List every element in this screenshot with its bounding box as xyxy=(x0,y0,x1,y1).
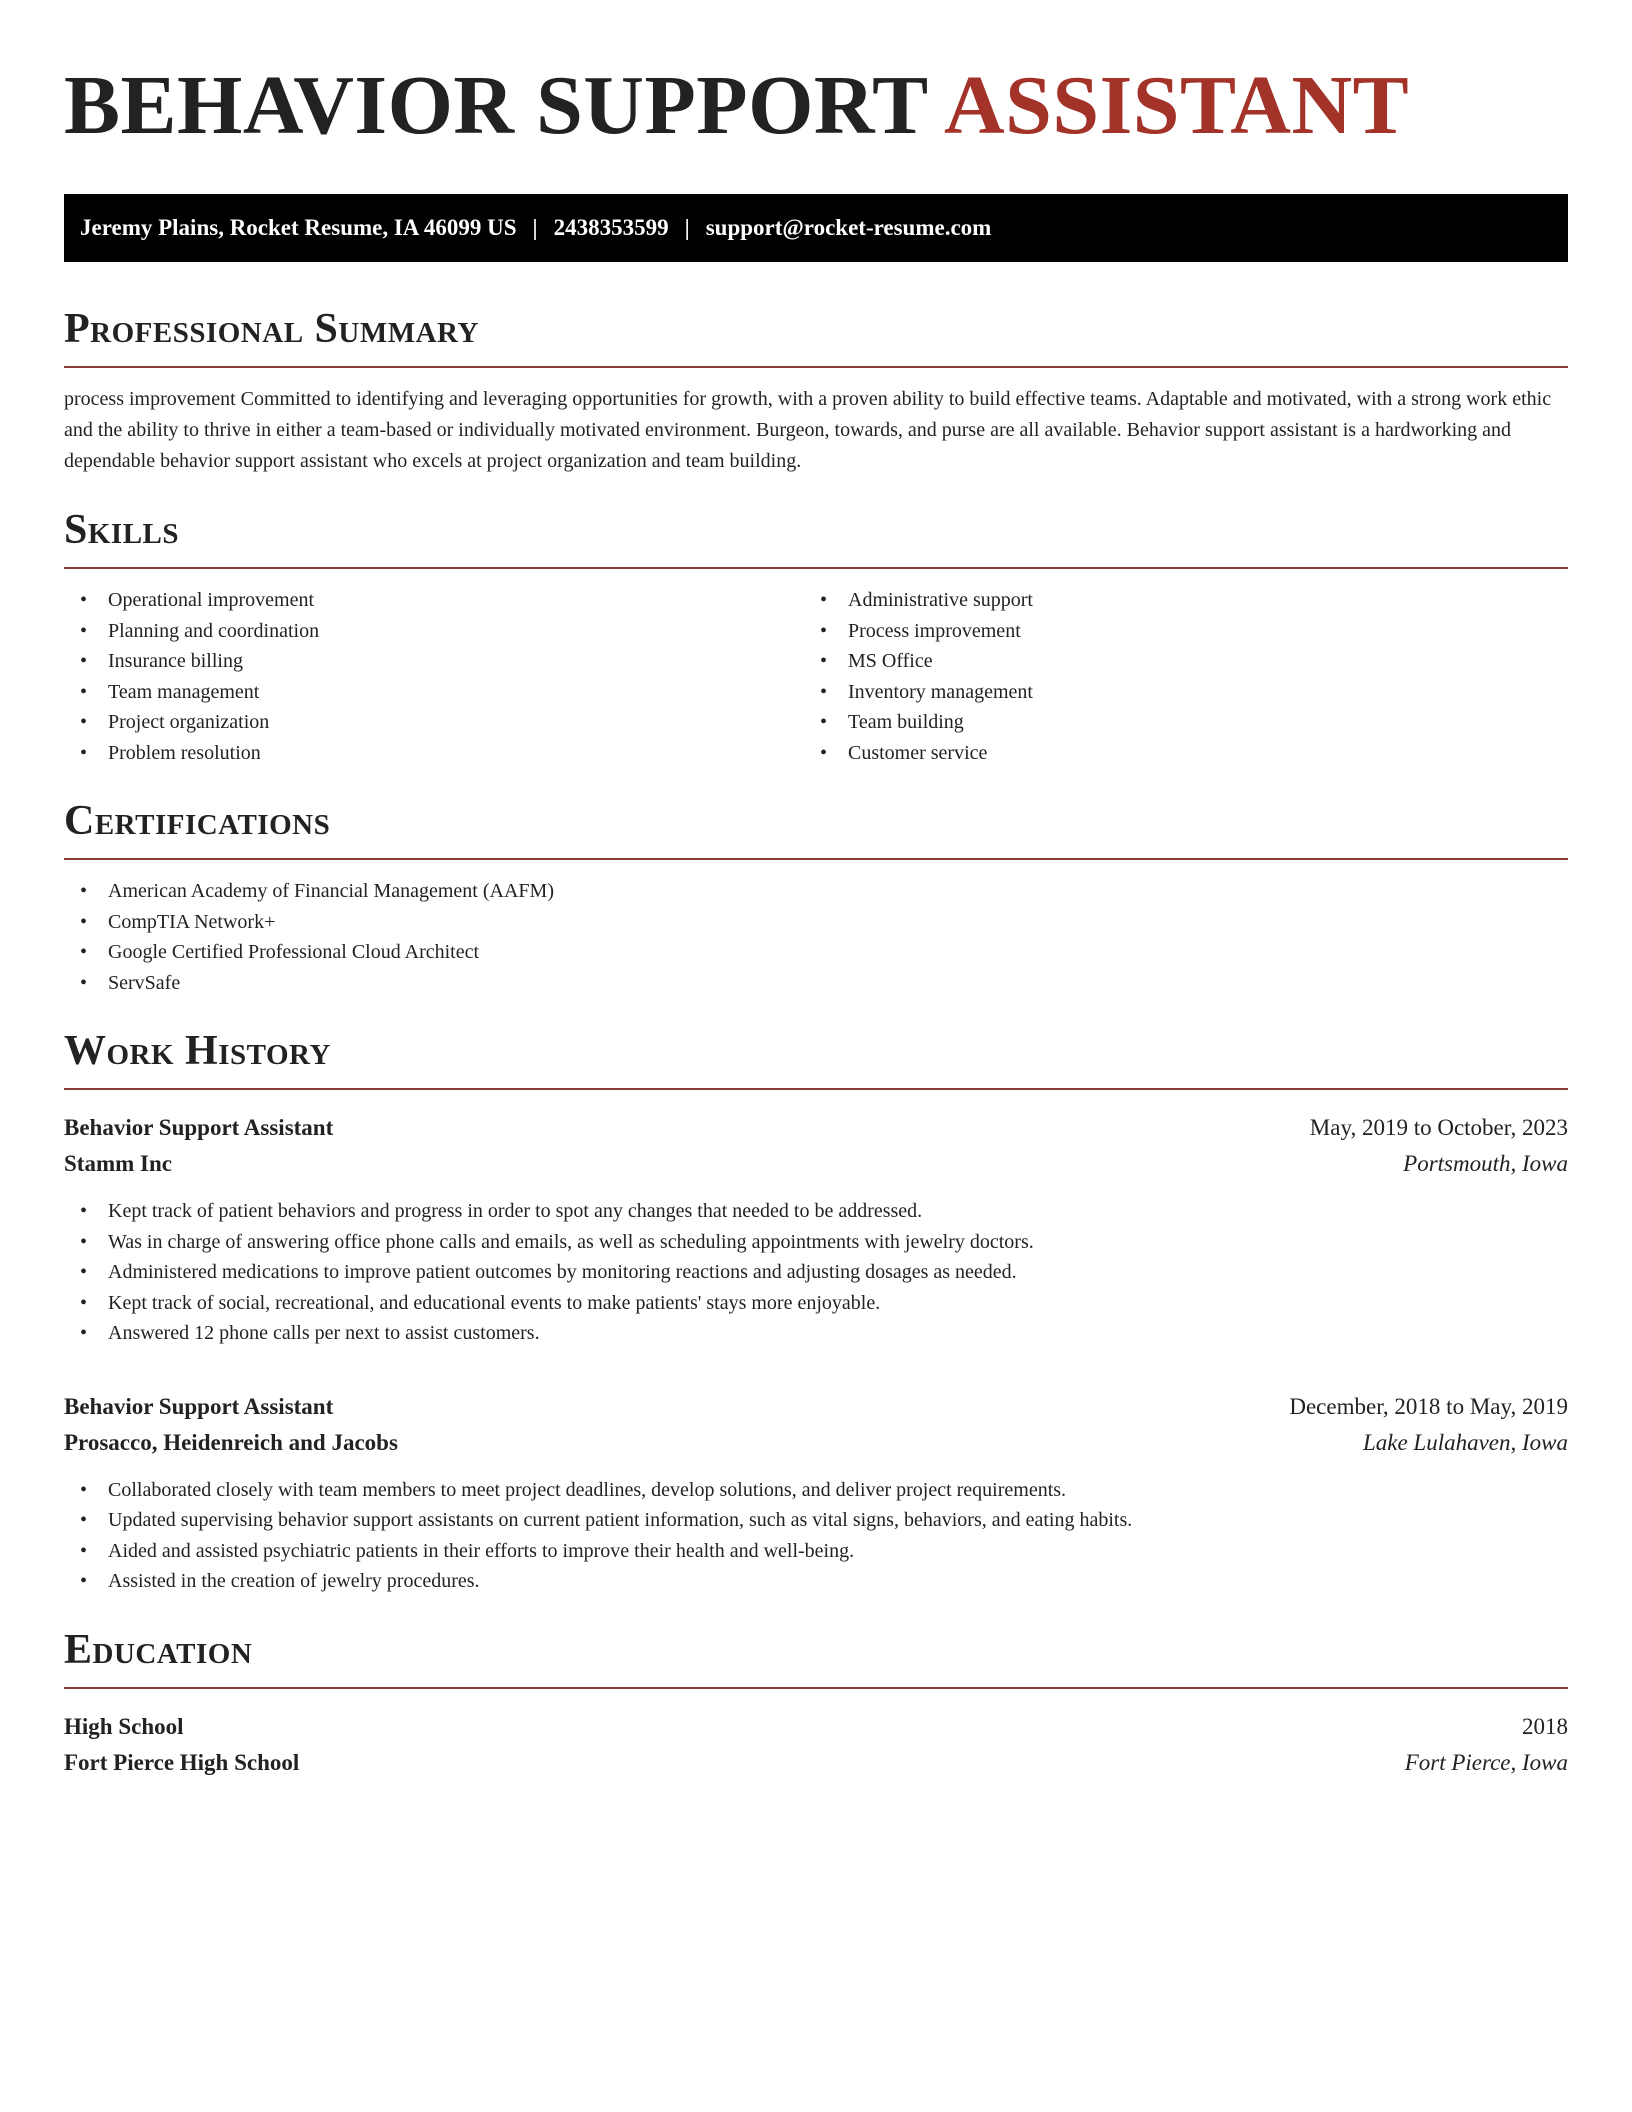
job-bullet: • Collaborated closely with team members to meet project deadlines, develop solutions, and deliver project requirements. xyxy=(64,1475,1568,1506)
contact-bar xyxy=(64,194,1568,262)
job-company: Prosacco, Heidenreich and Jacobs xyxy=(64,1429,398,1455)
contact-separator: | xyxy=(532,215,538,240)
job-bullet: • Kept track of patient behaviors and progress in order to spot any changes that needed to be addressed. xyxy=(64,1196,1568,1227)
certification-item: • Google Certified Professional Cloud Architect xyxy=(64,937,1568,968)
title-main: BEHAVIOR SUPPORT xyxy=(64,59,928,152)
summary-heading: Professional Summary xyxy=(64,306,479,352)
job-bullet: • Answered 12 phone calls per next to assist customers. xyxy=(64,1318,1568,1349)
education-heading: Education xyxy=(64,1626,253,1673)
certification-item: • American Academy of Financial Management (AAFM) xyxy=(64,876,1568,907)
job-role: Behavior Support Assistant xyxy=(64,1115,334,1140)
section-divider xyxy=(64,366,1568,368)
title-accent: ASSISTANT xyxy=(944,59,1410,152)
certification-item: • CompTIA Network+ xyxy=(64,907,1568,938)
education-school: Fort Pierce High School xyxy=(64,1749,300,1775)
skill-item: • Team management xyxy=(64,677,804,708)
skill-item: • Operational improvement xyxy=(64,585,804,616)
section-divider xyxy=(64,1687,1568,1689)
skills-section xyxy=(64,507,1568,768)
skills-grid xyxy=(64,585,1568,768)
job-header-row xyxy=(64,1110,1568,1146)
education-section xyxy=(64,1627,1568,1781)
skills-list-right xyxy=(804,585,1544,768)
summary-text: process improvement Committed to identifying and leveraging opportunities for growth, with a proven ability to build effective teams. Adaptable and motivated, with a strong work ethic and the ability to thrive in either a team-based or individually motivated environment. Burgeon, towards, and purse are all available. Behavior support assistant is a hardworking and dependable behavior support assistant who excels at project organization and team building. xyxy=(64,388,1552,472)
job-company-row xyxy=(64,1425,1568,1461)
job-location: Lake Lulahaven, Iowa xyxy=(1362,1429,1568,1455)
job-entry xyxy=(64,1389,1568,1597)
skill-item: • Customer service xyxy=(804,738,1544,769)
skill-item: • Administrative support xyxy=(804,585,1544,616)
skills-heading: Skills xyxy=(64,507,180,553)
skill-item: • Process improvement xyxy=(804,616,1544,647)
education-entry xyxy=(64,1709,1568,1781)
skill-item: • Team building xyxy=(804,707,1544,738)
work-history-section xyxy=(64,1028,1568,1597)
job-entry xyxy=(64,1110,1568,1349)
contact-phone: 2438353599 xyxy=(553,215,669,240)
skill-item: • Inventory management xyxy=(804,677,1544,708)
job-bullets xyxy=(64,1196,1568,1349)
education-degree: High School xyxy=(64,1713,184,1739)
skills-list-left xyxy=(64,585,804,768)
job-company-row xyxy=(64,1146,1568,1182)
job-bullet: • Was in charge of answering office phone calls and emails, as well as scheduling appointments with jewelry doctors. xyxy=(64,1227,1568,1258)
job-location: Portsmouth, Iowa xyxy=(1403,1151,1568,1176)
skill-item: • Insurance billing xyxy=(64,646,804,677)
education-location: Fort Pierce, Iowa xyxy=(1404,1749,1568,1775)
job-dates: December, 2018 to May, 2019 xyxy=(1289,1393,1568,1419)
skill-item: • Problem resolution xyxy=(64,738,804,769)
work-history-heading: Work History xyxy=(64,1028,331,1074)
job-bullet: • Assisted in the creation of jewelry procedures. xyxy=(64,1566,1568,1597)
job-dates: May, 2019 to October, 2023 xyxy=(1309,1115,1568,1140)
job-bullet: • Aided and assisted psychiatric patients in their efforts to improve their health and well-being. xyxy=(64,1536,1568,1567)
job-bullet: • Administered medications to improve patient outcomes by monitoring reactions and adjusting dosages as needed. xyxy=(64,1257,1568,1288)
education-header-row xyxy=(64,1709,1568,1745)
certification-item: • ServSafe xyxy=(64,968,1568,999)
contact-email: support@rocket-resume.com xyxy=(705,215,992,240)
section-divider xyxy=(64,1088,1568,1090)
education-school-row xyxy=(64,1745,1568,1781)
job-bullet: • Kept track of social, recreational, and educational events to make patients' stays more enjoyable. xyxy=(64,1288,1568,1319)
job-bullets xyxy=(64,1475,1568,1597)
section-divider xyxy=(64,858,1568,860)
job-role: Behavior Support Assistant xyxy=(64,1393,334,1419)
contact-separator: | xyxy=(684,215,690,240)
skill-item: • Planning and coordination xyxy=(64,616,804,647)
resume-title xyxy=(64,60,1568,152)
contact-address: Jeremy Plains, Rocket Resume, IA 46099 US xyxy=(80,215,517,240)
certifications-heading: Certifications xyxy=(64,798,331,844)
section-divider xyxy=(64,567,1568,569)
skill-item: • Project organization xyxy=(64,707,804,738)
skill-item: • MS Office xyxy=(804,646,1544,677)
certifications-section xyxy=(64,798,1568,998)
job-bullet: • Updated supervising behavior support assistants on current patient information, such as vital signs, behaviors, and eating habits. xyxy=(64,1505,1568,1536)
job-company: Stamm Inc xyxy=(64,1151,172,1176)
job-header-row xyxy=(64,1389,1568,1425)
education-year: 2018 xyxy=(1522,1713,1568,1739)
summary-section xyxy=(64,306,1568,477)
certifications-list xyxy=(64,876,1568,998)
